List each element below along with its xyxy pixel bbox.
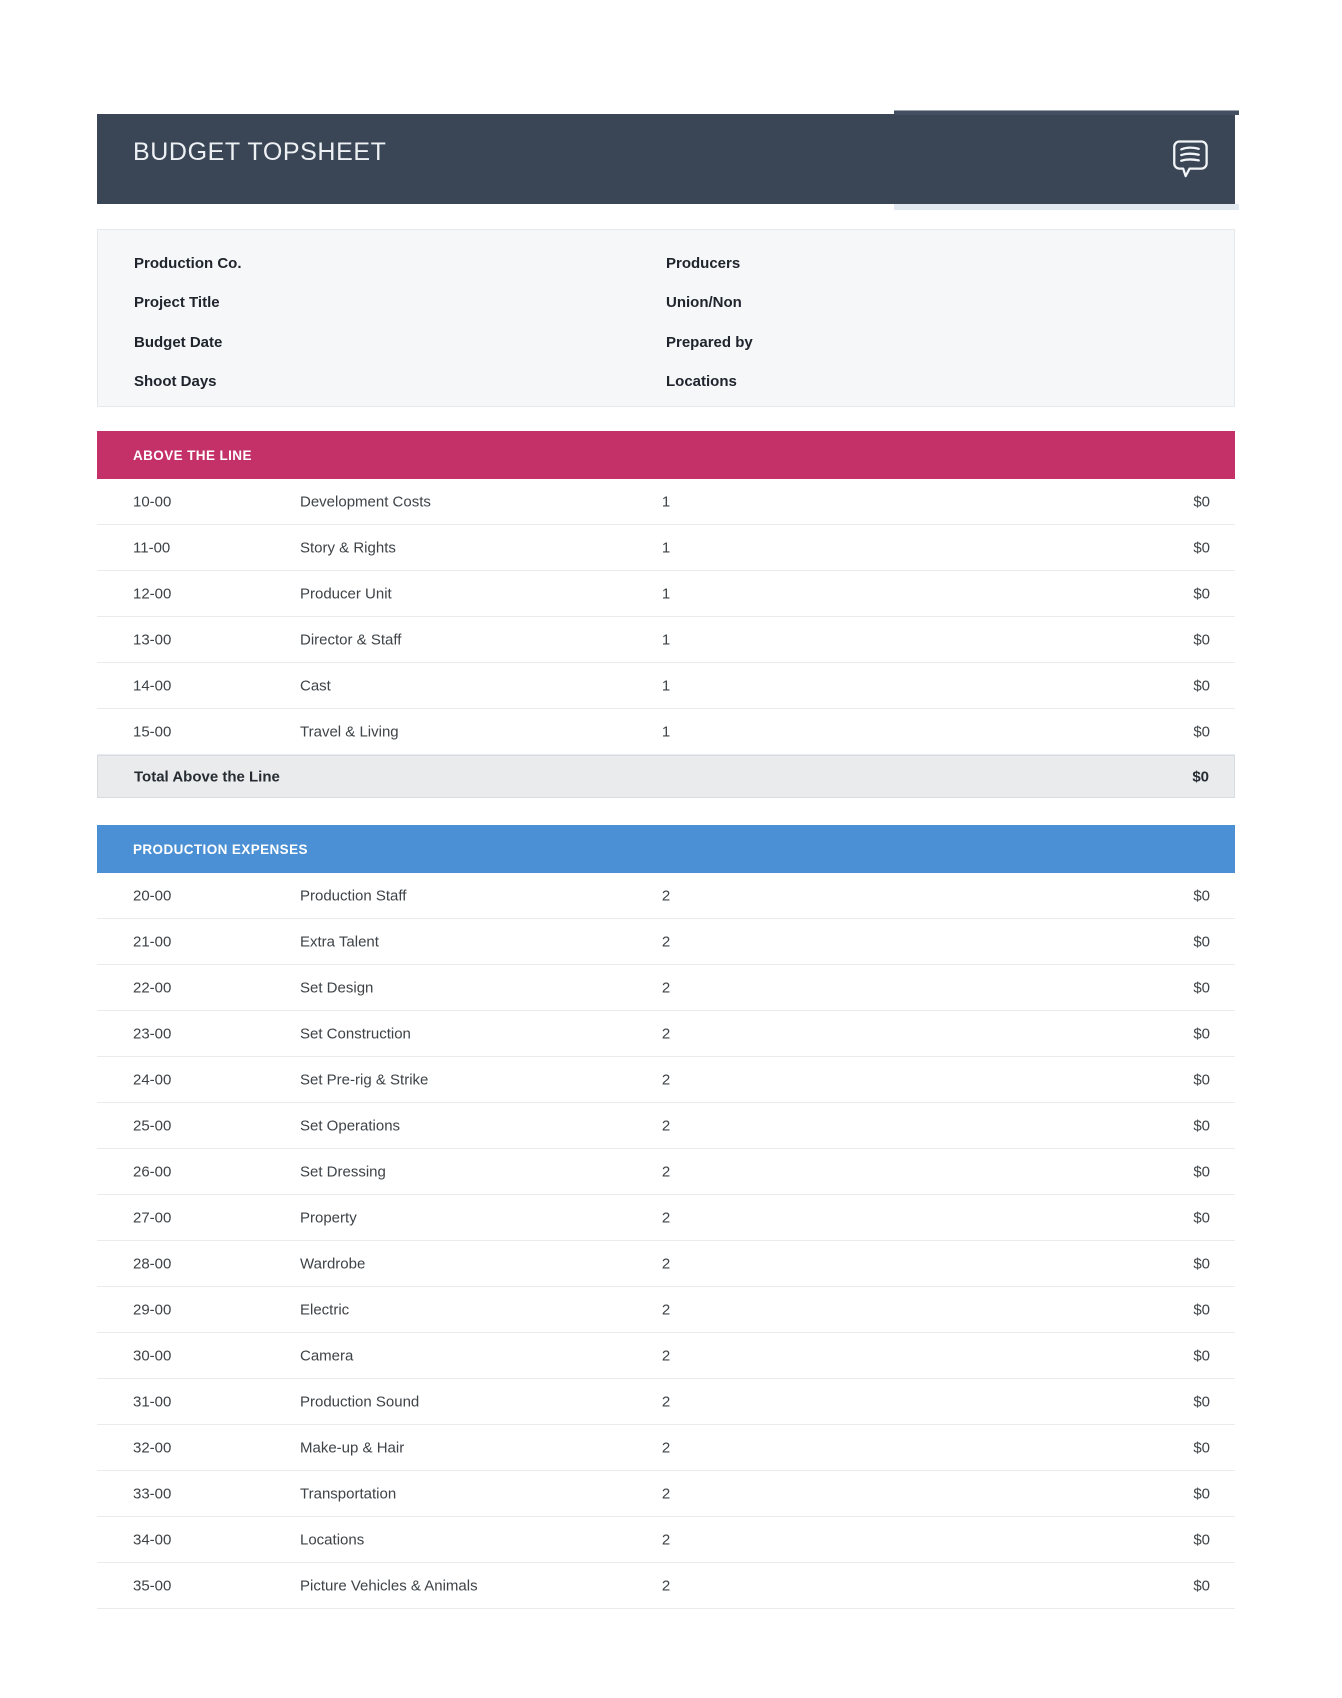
total-label: Total Above the Line: [134, 768, 280, 785]
amount: $0: [1193, 1163, 1210, 1180]
quantity: 2: [661, 979, 671, 996]
account-description: Wardrobe: [300, 1255, 366, 1272]
info-column-left: [98, 230, 666, 406]
amount: $0: [1193, 1393, 1210, 1410]
account-description: Set Dressing: [300, 1163, 386, 1180]
amount: $0: [1193, 677, 1210, 694]
account-description: Director & Staff: [300, 631, 402, 648]
budget-line-row: [97, 663, 1235, 709]
account-description: Production Staff: [300, 887, 407, 904]
quantity: 2: [661, 1163, 671, 1180]
amount: $0: [1193, 1531, 1210, 1548]
budget-line-row: [97, 1471, 1235, 1517]
budget-topsheet-document: [97, 0, 1235, 1609]
account-description: Production Sound: [300, 1393, 420, 1410]
account-number: 27-00: [133, 1209, 172, 1226]
quantity: 1: [661, 723, 671, 740]
quantity: 2: [661, 1025, 671, 1042]
quantity: 2: [661, 1071, 671, 1088]
account-number: 11-00: [133, 539, 171, 556]
amount: $0: [1193, 1209, 1210, 1226]
quantity: 2: [661, 933, 671, 950]
quantity: 1: [661, 539, 671, 556]
amount: $0: [1193, 1255, 1210, 1272]
account-description: Camera: [300, 1347, 354, 1364]
budget-line-row: [97, 617, 1235, 663]
amount: $0: [1193, 723, 1210, 740]
document-header: [97, 114, 1235, 204]
budget-line-row: [97, 1379, 1235, 1425]
info-field-budget-date: Budget Date: [134, 333, 223, 351]
budget-line-row: [97, 709, 1235, 755]
quantity: 1: [661, 631, 671, 648]
budget-line-row: [97, 1011, 1235, 1057]
budget-line-row: [97, 1425, 1235, 1471]
quantity: 2: [661, 1209, 671, 1226]
info-column-right: [666, 230, 1234, 406]
amount: $0: [1193, 979, 1210, 996]
quantity: 2: [661, 1531, 671, 1548]
account-number: 33-00: [133, 1485, 172, 1502]
quantity: 2: [661, 1117, 671, 1134]
amount: $0: [1193, 1025, 1210, 1042]
account-description: Locations: [300, 1531, 365, 1548]
account-number: 23-00: [133, 1025, 172, 1042]
amount: $0: [1193, 933, 1210, 950]
budget-line-row: [97, 1517, 1235, 1563]
account-number: 24-00: [133, 1071, 172, 1088]
info-field-shoot-days: Shoot Days: [134, 372, 217, 390]
quantity: 2: [661, 887, 671, 904]
production-expenses-rows: [97, 873, 1235, 1609]
account-number: 21-00: [133, 933, 172, 950]
amount: $0: [1193, 1301, 1210, 1318]
account-description: Travel & Living: [300, 723, 399, 740]
amount: $0: [1193, 1117, 1210, 1134]
above-the-line-rows: [97, 479, 1235, 755]
section-header-production-expenses: [97, 825, 1235, 873]
quantity: 2: [661, 1301, 671, 1318]
budget-line-row: [97, 1333, 1235, 1379]
amount: $0: [1193, 1439, 1210, 1456]
budget-line-row: [97, 1149, 1235, 1195]
account-description: Picture Vehicles & Animals: [300, 1577, 478, 1594]
account-description: Property: [300, 1209, 357, 1226]
budget-line-row: [97, 1103, 1235, 1149]
budget-line-row: [97, 919, 1235, 965]
account-number: 12-00: [133, 585, 172, 602]
amount: $0: [1193, 539, 1210, 556]
budget-line-row: [97, 479, 1235, 525]
amount: $0: [1193, 585, 1210, 602]
budget-line-row: [97, 965, 1235, 1011]
account-number: 28-00: [133, 1255, 172, 1272]
info-field-production-co: Production Co.: [134, 255, 242, 272]
amount: $0: [1193, 1347, 1210, 1364]
account-number: 26-00: [133, 1163, 172, 1180]
quantity: 2: [661, 1255, 671, 1272]
info-field-locations: Locations: [666, 372, 737, 390]
budget-line-row: [97, 1241, 1235, 1287]
budget-line-row: [97, 1195, 1235, 1241]
account-number: 30-00: [133, 1347, 172, 1364]
amount: $0: [1193, 887, 1210, 904]
info-field-project-title: Project Title: [134, 294, 220, 312]
budget-line-row: [97, 1287, 1235, 1333]
header-corner-tab-bottom: [894, 204, 1239, 210]
quantity: 2: [661, 1485, 671, 1502]
account-description: Make-up & Hair: [300, 1439, 405, 1456]
quantity: 2: [661, 1577, 671, 1594]
page-title: BUDGET TOPSHEET: [133, 138, 387, 166]
budget-line-row: [97, 525, 1235, 571]
account-number: 35-00: [133, 1577, 172, 1594]
section-header-above-the-line: [97, 431, 1235, 479]
quantity: 1: [661, 677, 671, 694]
account-description: Set Pre-rig & Strike: [300, 1071, 429, 1088]
header-corner-tab-top: [894, 110, 1239, 115]
account-number: 20-00: [133, 887, 172, 904]
section-above-the-line: [97, 431, 1235, 798]
quantity: 1: [661, 585, 671, 602]
account-description: Set Construction: [300, 1025, 411, 1042]
amount: $0: [1193, 1071, 1210, 1088]
info-field-union-non: Union/Non: [666, 294, 742, 312]
account-description: Electric: [300, 1301, 350, 1318]
account-number: 13-00: [133, 631, 172, 648]
account-number: 34-00: [133, 1531, 172, 1548]
account-number: 22-00: [133, 979, 172, 996]
amount: $0: [1193, 493, 1210, 510]
speech-bubble-icon: [1169, 136, 1211, 182]
account-description: Set Operations: [300, 1117, 401, 1134]
account-description: Cast: [300, 677, 331, 694]
account-number: 14-00: [133, 677, 172, 694]
info-field-producers: Producers: [666, 255, 741, 272]
account-description: Story & Rights: [300, 539, 396, 556]
quantity: 1: [661, 493, 671, 510]
account-number: 32-00: [133, 1439, 172, 1456]
account-number: 31-00: [133, 1393, 172, 1410]
budget-line-row: [97, 571, 1235, 617]
info-field-prepared-by: Prepared by: [666, 333, 753, 351]
section-production-expenses: [97, 825, 1235, 1609]
budget-line-row: [97, 873, 1235, 919]
section-title: PRODUCTION EXPENSES: [133, 841, 308, 857]
quantity: 2: [661, 1393, 671, 1410]
amount: $0: [1193, 1577, 1210, 1594]
account-description: Set Design: [300, 979, 374, 996]
quantity: 2: [661, 1347, 671, 1364]
account-number: 29-00: [133, 1301, 172, 1318]
account-number: 25-00: [133, 1117, 172, 1134]
budget-line-row: [97, 1057, 1235, 1103]
budget-line-row: [97, 1563, 1235, 1609]
production-info-panel: [97, 229, 1235, 407]
account-description: Producer Unit: [300, 585, 392, 602]
account-number: 15-00: [133, 723, 172, 740]
amount: $0: [1193, 1485, 1210, 1502]
account-description: Development Costs: [300, 493, 431, 510]
account-description: Extra Talent: [300, 933, 379, 950]
amount: $0: [1193, 631, 1210, 648]
total-above-the-line-row: [97, 755, 1235, 798]
account-number: 10-00: [133, 493, 172, 510]
quantity: 2: [661, 1439, 671, 1456]
account-description: Transportation: [300, 1485, 397, 1502]
section-title: ABOVE THE LINE: [133, 447, 252, 463]
total-amount: $0: [1192, 768, 1209, 785]
